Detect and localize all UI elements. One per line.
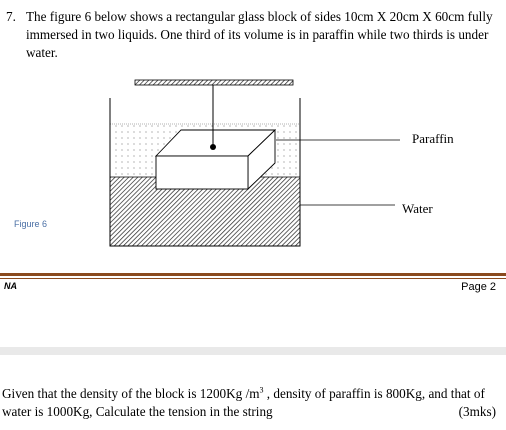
- support-bar: [135, 80, 293, 85]
- density-text-rest: , density of paraffin is 800Kg, and that of: [263, 386, 485, 401]
- question-line-3: water.: [26, 45, 58, 60]
- footer-rule: [0, 273, 506, 276]
- density-text: Given that the density of the block is 1200Kg /m: [2, 386, 260, 401]
- marks-label: (3mks): [458, 404, 496, 419]
- figure-caption: Figure 6: [14, 219, 48, 229]
- footer-left-text: NA: [4, 281, 17, 291]
- question-7-continuation: [2, 385, 496, 421]
- question-line-1: The figure 6 below shows a rectangular glass block of sides 10cm X 20cm X 60cm fully: [26, 9, 493, 24]
- exponent: 3: [259, 385, 264, 395]
- footer-rule-thin: [0, 278, 506, 279]
- question-line-2: immersed in two liquids. One third of its volume is in paraffin while two thirds is under: [26, 27, 489, 42]
- figure-diagram: [0, 70, 506, 255]
- continuation-line-1: [2, 385, 496, 403]
- string-attachment-point: [210, 144, 216, 150]
- continuation-line-2: [2, 403, 496, 421]
- water-label: Water: [402, 201, 433, 216]
- page-number: Page 2: [461, 281, 496, 293]
- block-front-face: [156, 156, 248, 189]
- instruction-text: water is 1000Kg, Calculate the tension in the string: [2, 404, 273, 419]
- question-text: [26, 8, 496, 62]
- page-break: [0, 347, 506, 355]
- paraffin-label: Paraffin: [412, 131, 454, 146]
- question-number: 7.: [6, 9, 16, 24]
